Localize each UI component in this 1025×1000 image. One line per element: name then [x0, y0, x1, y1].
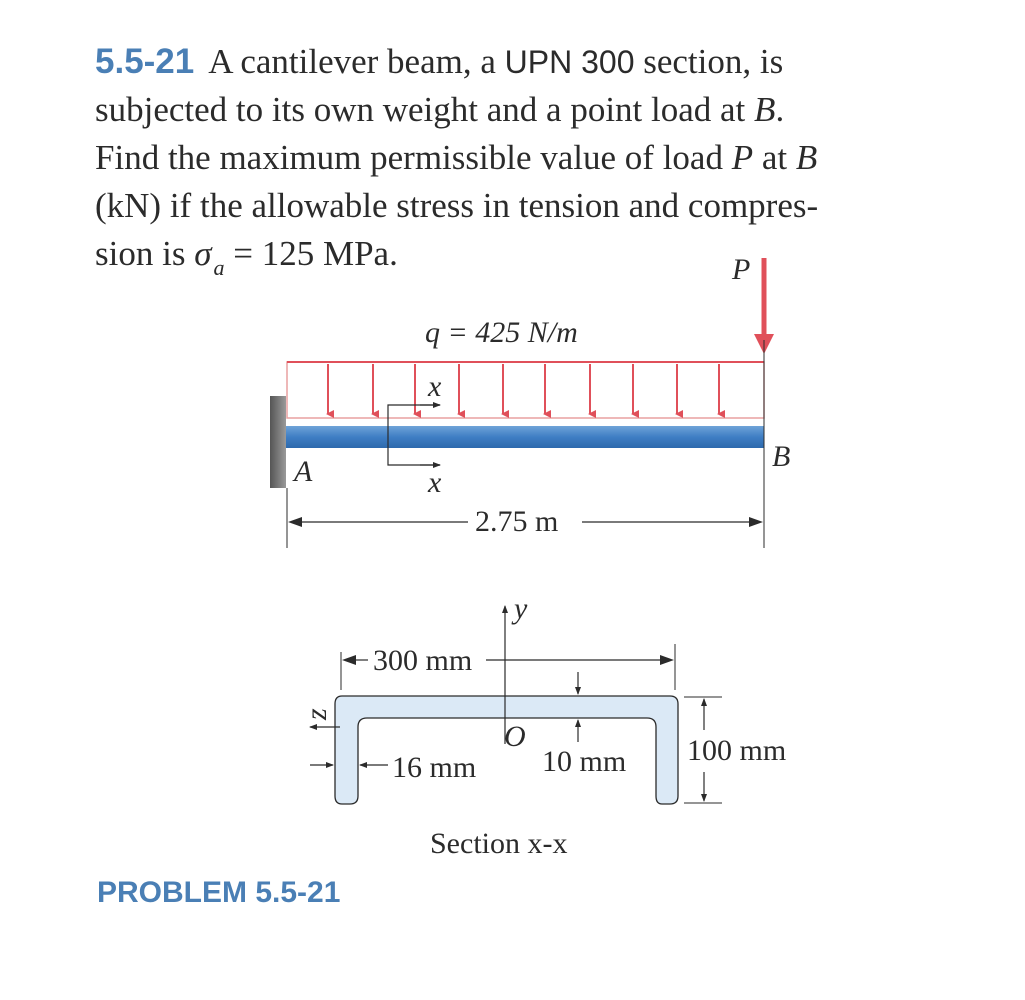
- problem-line-5: sion is $\sigma_a = 125$ MPa.: [95, 234, 398, 280]
- span-arrow-right: [749, 517, 763, 527]
- flange-thickness-label: 16 mm: [392, 751, 477, 784]
- y-axis-label: y: [514, 592, 528, 625]
- section-title: Section x-x: [430, 827, 568, 860]
- fixed-support: [270, 396, 286, 488]
- distributed-load-label: q = 425 N/m: [425, 316, 578, 349]
- support-label-a: A: [294, 455, 313, 488]
- width-label: 300 mm: [373, 644, 473, 677]
- width-arrow-right: [660, 655, 674, 665]
- end-label-b: B: [772, 440, 791, 473]
- problem-line-3: Find the maximum permissible value of load P at B: [95, 138, 818, 177]
- span-arrow-left: [288, 517, 302, 527]
- problem-line-2: subjected to its own weight and a point load at B.: [95, 90, 785, 129]
- web-thickness-label: 10 mm: [542, 745, 627, 778]
- z-axis-label: z: [300, 708, 333, 720]
- problem-number: 5.5-21: [95, 42, 195, 81]
- problem-line-1: 5.5-21 A cantilever beam, a UPN 300 section, is: [95, 42, 784, 81]
- load-p-label: P: [732, 253, 751, 286]
- origin-label: O: [504, 720, 526, 753]
- section-mark-bottom: x: [428, 466, 442, 499]
- cantilever-beam: [286, 426, 764, 448]
- distributed-load-arrows: [328, 364, 719, 414]
- width-arrow-left: [342, 655, 356, 665]
- height-label: 100 mm: [687, 734, 787, 767]
- span-label: 2.75 m: [475, 505, 559, 538]
- load-block-outline: [287, 362, 764, 418]
- problem-line-4: (kN) if the allowable stress in tension and compres-: [95, 186, 819, 225]
- problem-caption: PROBLEM 5.5-21: [97, 876, 341, 909]
- section-name: UPN 300: [504, 44, 635, 80]
- section-mark-top: x: [428, 370, 442, 403]
